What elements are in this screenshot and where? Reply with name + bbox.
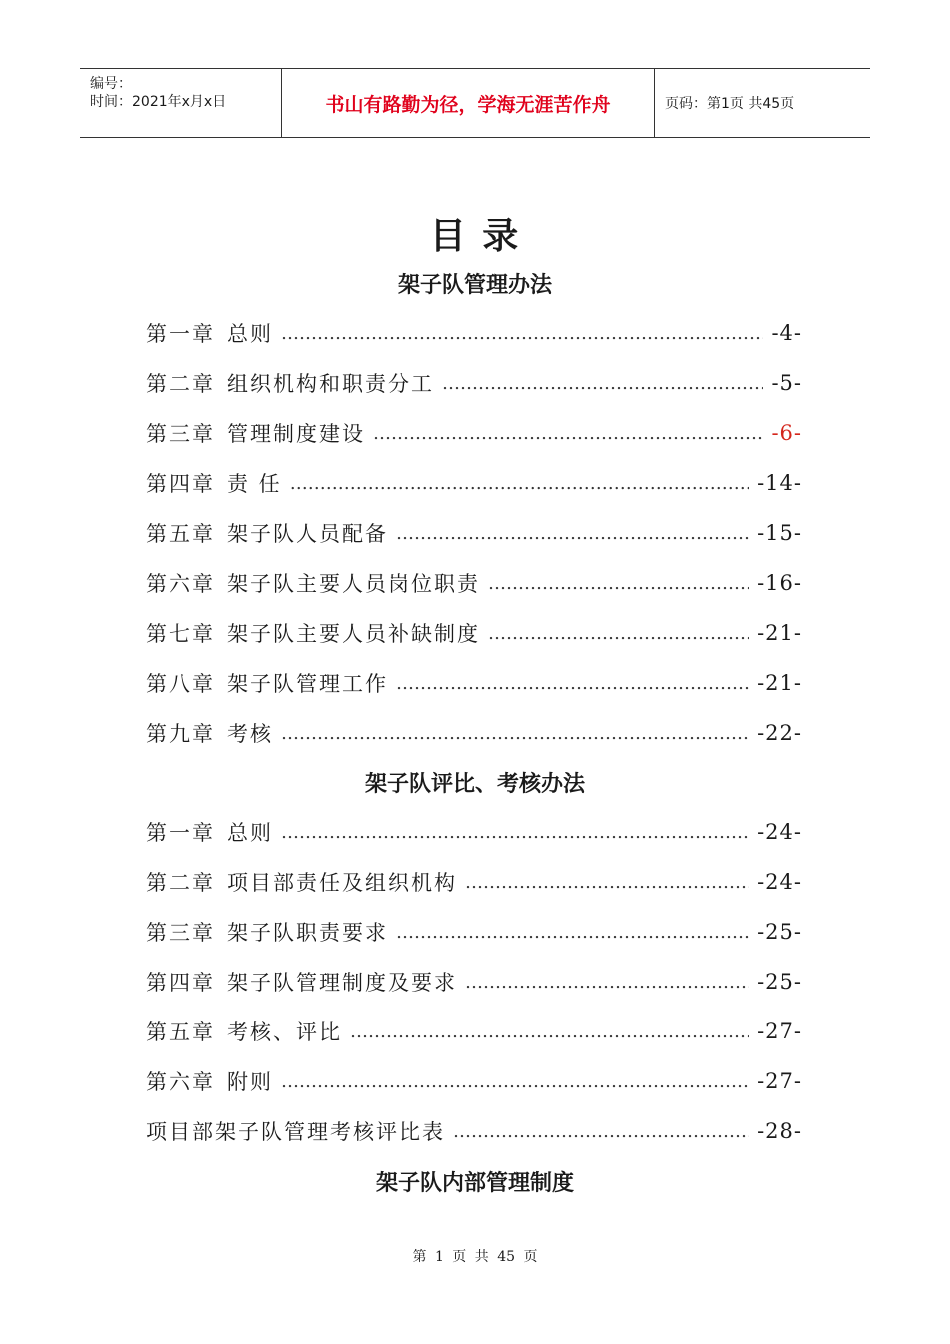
toc-entry[interactable]	[146, 917, 802, 947]
number-label: 编号：	[90, 76, 132, 92]
toc-chapter: 第二章	[146, 871, 215, 895]
section-title: 架子队内部管理制度	[375, 1171, 574, 1196]
toc-leader	[488, 623, 749, 644]
page-footer: 第 1 页 共 45 页	[412, 1249, 538, 1265]
toc-name: 架子队主要人员岗位职责	[227, 572, 480, 596]
toc-chapter: 第三章	[146, 921, 215, 945]
toc-page: -16-	[757, 571, 802, 595]
header-table	[80, 68, 870, 138]
toc-entry[interactable]	[146, 817, 802, 847]
toc-name: 总则	[227, 821, 273, 845]
toc-page: -21-	[757, 671, 802, 695]
toc-entry[interactable]	[146, 1016, 802, 1046]
toc-page: -5-	[771, 371, 802, 395]
toc-page: -25-	[757, 920, 802, 944]
toc-leader	[281, 822, 749, 843]
toc-entry[interactable]	[146, 618, 802, 648]
toc-chapter: 第六章	[146, 572, 215, 596]
section-title: 架子队评比、考核办法	[364, 772, 585, 797]
toc-name: 总则	[227, 322, 273, 346]
toc-leader	[373, 423, 763, 444]
toc-page: -22-	[757, 721, 802, 745]
toc-entry[interactable]	[146, 1066, 802, 1096]
toc-leader	[281, 323, 763, 344]
toc-name: 考核	[227, 722, 273, 746]
toc-chapter: 第一章	[146, 821, 215, 845]
toc-name: 项目部架子队管理考核评比表	[146, 1120, 445, 1144]
toc-leader	[488, 573, 749, 594]
toc-chapter: 第一章	[146, 322, 215, 346]
toc-leader	[396, 922, 749, 943]
toc-chapter: 第二章	[146, 372, 215, 396]
toc-name: 附则	[227, 1070, 273, 1094]
page-title: 目 录	[429, 216, 521, 257]
toc-entry[interactable]	[146, 967, 802, 997]
toc-page: -24-	[757, 870, 802, 894]
toc-entry[interactable]	[146, 468, 802, 498]
toc-page: -21-	[757, 621, 802, 645]
toc-entry[interactable]	[146, 718, 802, 748]
toc-entry[interactable]	[146, 568, 802, 598]
toc-leader	[442, 373, 763, 394]
toc-entry[interactable]	[146, 518, 802, 548]
toc-page: -28-	[757, 1119, 802, 1143]
time-label: 时间：2021年x月x日	[90, 94, 227, 110]
toc-page: -25-	[757, 970, 802, 994]
toc-leader	[453, 1121, 749, 1142]
toc-entry[interactable]	[146, 418, 802, 448]
toc-page: -15-	[757, 521, 802, 545]
toc-page: -6-	[771, 421, 802, 445]
toc-leader	[281, 723, 749, 744]
toc-page: -27-	[757, 1069, 802, 1093]
toc-page: -24-	[757, 820, 802, 844]
header-meta-cell	[80, 69, 282, 137]
toc-name: 管理制度建设	[227, 422, 365, 446]
toc-chapter: 第八章	[146, 672, 215, 696]
section-title: 架子队管理办法	[397, 273, 552, 298]
toc-entry[interactable]	[146, 318, 802, 348]
toc-chapter: 第五章	[146, 1020, 215, 1044]
toc-chapter: 第三章	[146, 422, 215, 446]
toc-chapter: 第六章	[146, 1070, 215, 1094]
toc-name: 项目部责任及组织机构	[227, 871, 457, 895]
toc-page: -27-	[757, 1019, 802, 1043]
toc-chapter: 第四章	[146, 971, 215, 995]
toc-leader	[290, 473, 749, 494]
toc-entry[interactable]	[146, 867, 802, 897]
toc-leader	[396, 523, 749, 544]
toc-name: 架子队管理制度及要求	[227, 971, 457, 995]
motto: 书山有路勤为径，学海无涯苦作舟	[282, 69, 655, 137]
toc-chapter: 第四章	[146, 472, 215, 496]
toc-page: -14-	[757, 471, 802, 495]
toc-chapter: 第七章	[146, 622, 215, 646]
toc-name: 架子队职责要求	[227, 921, 388, 945]
toc-entry[interactable]	[146, 1116, 802, 1146]
toc-leader	[350, 1021, 749, 1042]
toc-chapter: 第五章	[146, 522, 215, 546]
toc-leader	[465, 872, 749, 893]
toc-name: 架子队管理工作	[227, 672, 388, 696]
toc-entry[interactable]	[146, 668, 802, 698]
toc-leader	[281, 1071, 749, 1092]
toc-leader	[396, 673, 749, 694]
toc-chapter: 第九章	[146, 722, 215, 746]
toc-name: 架子队主要人员补缺制度	[227, 622, 480, 646]
toc-name: 架子队人员配备	[227, 522, 388, 546]
toc-leader	[465, 972, 749, 993]
toc-name: 责 任	[227, 472, 282, 496]
toc-entry[interactable]	[146, 368, 802, 398]
toc-name: 组织机构和职责分工	[227, 372, 434, 396]
page-label: 页码：第1页 共45页	[665, 96, 795, 112]
toc-name: 考核、评比	[227, 1020, 342, 1044]
toc-page: -4-	[771, 321, 802, 345]
